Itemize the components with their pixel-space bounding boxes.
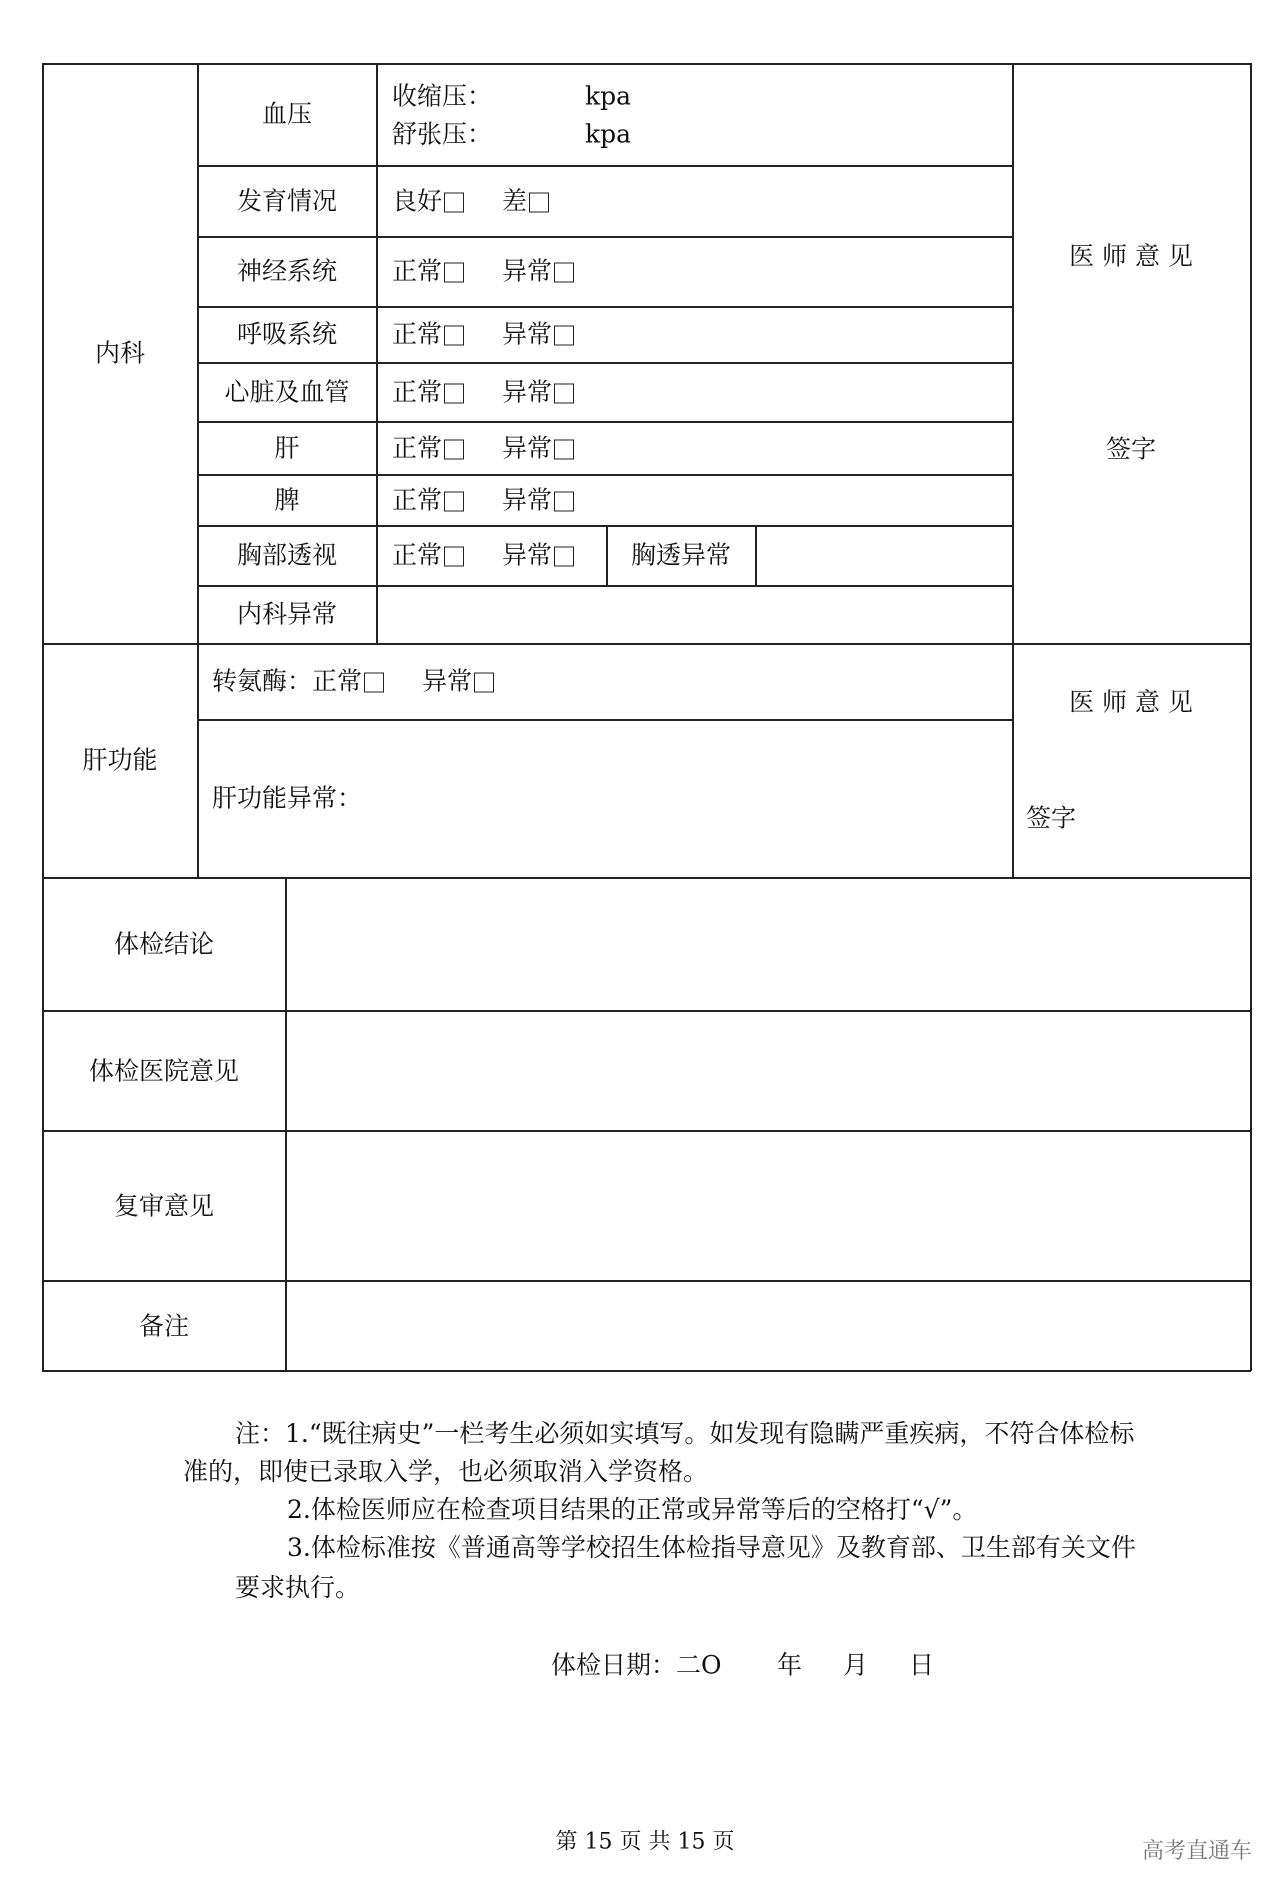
- diastolic-label: 舒张压：: [392, 119, 493, 149]
- checkbox-normal[interactable]: [444, 440, 464, 460]
- liver-signature[interactable]: 签字: [1026, 803, 1077, 833]
- row-label-cardio: 心脏及血管: [224, 377, 350, 407]
- row-label-liver: 肝: [274, 433, 300, 463]
- checkbox-dev-good[interactable]: [444, 193, 464, 213]
- systolic-label: 收缩压：: [392, 81, 493, 111]
- systolic-unit: kpa: [585, 81, 632, 111]
- exam-date-month: 月: [843, 1650, 869, 1680]
- note-2: 2.体检医师应在检查项目结果的正常或异常等后的空格打“√”。: [287, 1495, 978, 1524]
- note-3b: 要求执行。: [235, 1573, 361, 1602]
- neike-signature[interactable]: 签字: [1105, 434, 1157, 464]
- checkbox-abnormal[interactable]: [554, 263, 574, 283]
- row-label-nervous: 神经系统: [236, 256, 338, 286]
- page-footer: 第 15 页 共 15 页: [555, 1829, 735, 1855]
- xray-options: 正常 异常: [392, 543, 574, 568]
- hospital-opinion-field[interactable]: [288, 1012, 1249, 1129]
- row-label-respiratory: 呼吸系统: [236, 319, 338, 349]
- note-1b: 准的，即使已录取入学，也必须取消入学资格。: [183, 1457, 709, 1486]
- exam-date-day: 日: [909, 1650, 935, 1680]
- note-3a: 3.体检标准按《普通高等学校招生体检指导意见》及教育部、卫生部有关文件: [287, 1533, 1136, 1562]
- checkbox-normal[interactable]: [444, 547, 464, 567]
- checkbox-normal[interactable]: [444, 492, 464, 512]
- remarks-field[interactable]: [288, 1282, 1249, 1369]
- row-label-spleen: 脾: [274, 485, 300, 515]
- liver-abnormal-label: 肝功能异常：: [212, 783, 363, 813]
- exam-date-year: 年: [777, 1650, 803, 1680]
- checkbox-normal[interactable]: [444, 384, 464, 404]
- checkbox-dev-poor[interactable]: [529, 193, 549, 213]
- conclusion-field[interactable]: [288, 879, 1249, 1009]
- exam-date-label: 体检日期：二O: [551, 1650, 722, 1680]
- liver-section-label: 肝功能: [82, 745, 158, 775]
- row-options-nervous: 正常 异常: [392, 259, 574, 284]
- row-options-liver: 正常 异常: [392, 436, 574, 461]
- neike-abnormal-field[interactable]: [378, 587, 1011, 642]
- xray-abnormal-label: 胸透异常: [630, 540, 732, 570]
- summary-label-remarks: 备注: [138, 1311, 190, 1341]
- xray-abnormal-field[interactable]: [757, 527, 1011, 584]
- neike-doctor-opinion: 医 师 意 见: [1069, 241, 1193, 271]
- review-opinion-field[interactable]: [288, 1132, 1249, 1279]
- checkbox-normal[interactable]: [444, 326, 464, 346]
- checkbox-abnormal[interactable]: [554, 384, 574, 404]
- summary-label-hospital: 体检医院意见: [88, 1056, 240, 1086]
- neike-abnormal-label: 内科异常: [236, 599, 338, 629]
- liver-doctor-opinion: 医 师 意 见: [1069, 687, 1193, 717]
- diastolic-unit: kpa: [585, 119, 632, 149]
- checkbox-alt-normal[interactable]: [364, 673, 384, 693]
- summary-label-conclusion: 体检结论: [113, 929, 215, 959]
- xray-label: 胸部透视: [236, 540, 338, 570]
- checkbox-abnormal[interactable]: [554, 326, 574, 346]
- checkbox-abnormal[interactable]: [554, 440, 574, 460]
- checkbox-abnormal[interactable]: [554, 492, 574, 512]
- blood-pressure-label: 血压: [261, 99, 313, 129]
- row-options-respiratory: 正常 异常: [392, 322, 574, 347]
- neike-section-label: 内科: [94, 338, 146, 368]
- note-1a: 注：1.“既往病史”一栏考生必须如实填写。如发现有隐瞒严重疾病，不符合体检标: [235, 1419, 1135, 1448]
- watermark: 高考直通车: [1142, 1839, 1253, 1864]
- development-label: 发育情况: [236, 186, 338, 216]
- checkbox-abnormal[interactable]: [554, 547, 574, 567]
- summary-label-review: 复审意见: [113, 1191, 215, 1221]
- checkbox-normal[interactable]: [444, 263, 464, 283]
- alt-row: 转氨酶：正常 异常: [212, 669, 494, 694]
- row-options-cardio: 正常 异常: [392, 380, 574, 405]
- development-options: 良好 差: [392, 189, 549, 214]
- row-options-spleen: 正常 异常: [392, 488, 574, 513]
- checkbox-alt-abnormal[interactable]: [474, 673, 494, 693]
